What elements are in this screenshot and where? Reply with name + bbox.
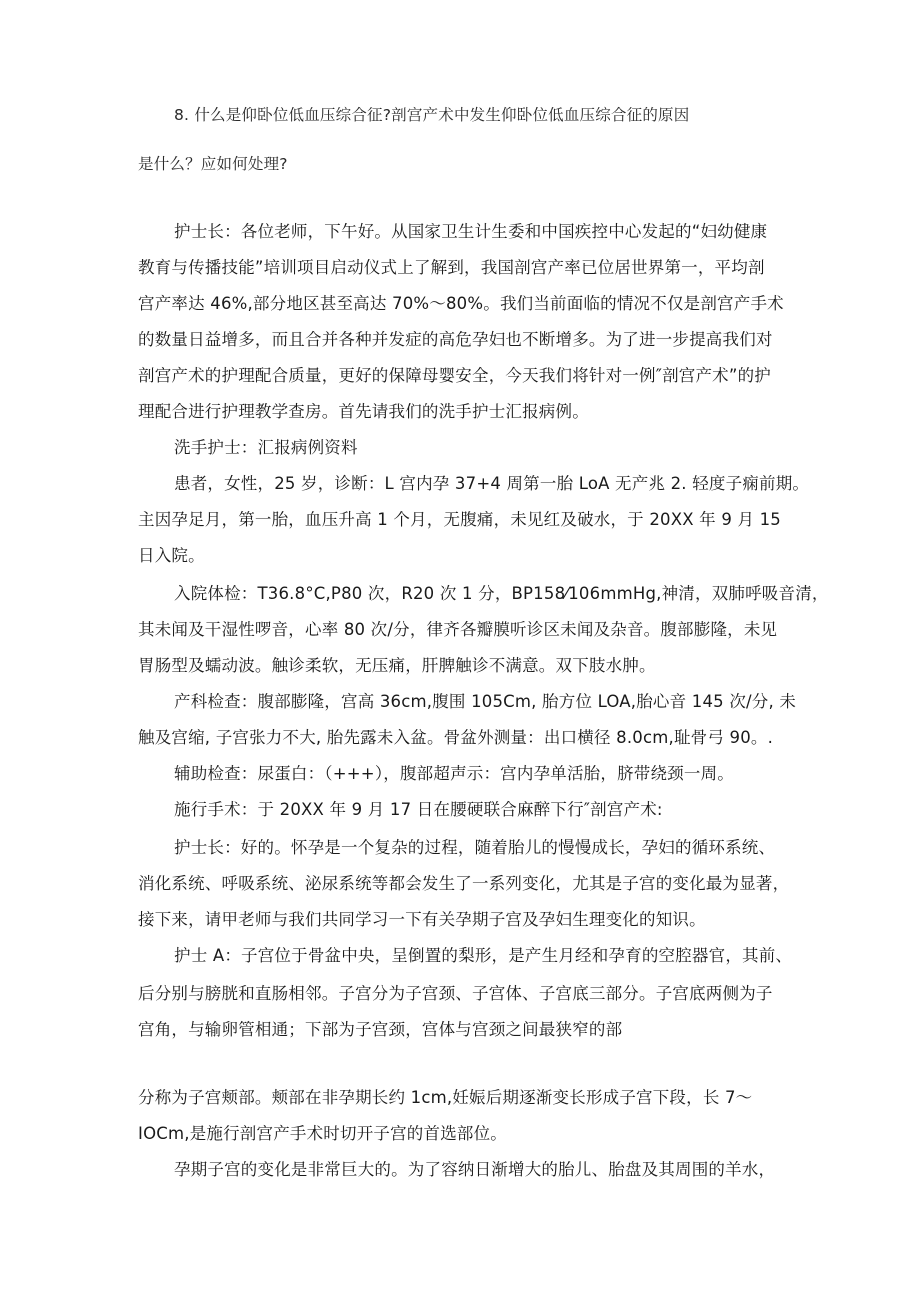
question-title-line-1: 8. 什么是仰卧位低血压综合征?剖宫产术中发生仰卧位低血压综合征的原因	[174, 106, 690, 124]
paragraph-line: 洗手护士：汇报病例资料	[174, 438, 358, 457]
paragraph-line: 施行手术：于 20XX 年 9 月 17 日在腰硬联合麻醉下行″剖宫产术:	[174, 800, 663, 819]
paragraph-line: 剖宫产术的护理配合质量，更好的保障母婴安全，今天我们将针对一例″剖宫产术”的护	[138, 366, 772, 385]
paragraph-line: 其未闻及干湿性啰音，心率 80 次/分，律齐各瓣膜听诊区未闻及杂音。腹部膨隆，未见	[138, 620, 778, 639]
paragraph-line: 入院体检：T36.8°C,P80 次，R20 次 1 分，BP158⁄106mmHg,神清，双肺呼吸音清，	[174, 584, 829, 603]
paragraph-line: 接下来，请甲老师与我们共同学习一下有关孕期子宫及孕妇生理变化的知识。	[138, 910, 706, 929]
paragraph-line: 触及宫缩, 子宫张力不大, 胎先露未入盆。骨盆外测量：出口横径 8.0cm,耻骨弓 90。.	[138, 728, 774, 747]
paragraph-line: 患者，女性，25 岁，诊断：L 宫内孕 37+4 周第一胎 LoA 无产兆 2. 轻度子痫前期。	[174, 474, 810, 493]
paragraph-line: 日入院。	[138, 546, 205, 565]
paragraph-line: 后分别与膀胱和直肠相邻。子宫分为子宫颈、子宫体、子宫底三部分。子宫底两侧为子	[138, 984, 773, 1003]
paragraph-line: 分称为子宫颊部。颊部在非孕期长约 1cm,妊娠后期逐渐变长形成子宫下段，长 7～	[138, 1088, 753, 1107]
question-title-line-2: 是什么？应如何处理?	[138, 155, 288, 173]
paragraph-line: 的数量日益增多，而且合并各种并发症的高危孕妇也不断增多。为了进一步提高我们对	[138, 330, 773, 349]
paragraph-line: IOCm,是施行剖宫产手术时切开子宫的首选部位。	[138, 1124, 507, 1143]
paragraph-line: 护士长：好的。怀孕是一个复杂的过程，随着胎儿的慢慢成长，孕妇的循环系统、	[174, 838, 776, 857]
paragraph-line: 孕期子宫的变化是非常巨大的。为了容纳日渐增大的胎儿、胎盘及其周围的羊水，	[174, 1160, 776, 1179]
paragraph-line: 护士 A：子宫位于骨盆中央，呈倒置的梨形，是产生月经和孕育的空腔器官，其前、	[174, 946, 793, 965]
paragraph-line: 消化系统、呼吸系统、泌尿系统等都会发生了一系列变化，尤其是子宫的变化最为显著，	[138, 874, 790, 893]
paragraph-line: 宫产率达 46%,部分地区甚至高达 70%～80%。我们当前面临的情况不仅是剖宫产手术	[138, 294, 784, 313]
paragraph-line: 胃肠型及蠕动波。触诊柔软，无压痛，肝脾触诊不满意。双下肢水肿。	[138, 656, 656, 675]
paragraph-line: 主因孕足月，第一胎，血压升高 1 个月，无腹痛，未见红及破水，于 20XX 年 9 月 15	[138, 510, 782, 529]
paragraph-line: 护士长：各位老师，下午好。从国家卫生计生委和中国疾控中心发起的“妇幼健康	[174, 222, 768, 241]
paragraph-line: 教育与传播技能”培训项目启动仪式上了解到，我国剖宫产率已位居世界第一，平均剖	[138, 258, 765, 277]
paragraph-line: 宫角，与输卵管相通；下部为子宫颈，宫体与宫颈之间最狭窄的部	[138, 1020, 623, 1039]
paragraph-line: 理配合进行护理教学查房。首先请我们的洗手护士汇报病例。	[138, 402, 589, 421]
paragraph-line: 产科检查：腹部膨隆，宫高 36cm,腹围 105Cm, 胎方位 LOA,胎心音 145 次/分, 未	[174, 692, 797, 711]
paragraph-line: 辅助检查：尿蛋白：（+++），腹部超声示：宫内孕单活胎，脐带绕颈一周。	[174, 764, 734, 783]
